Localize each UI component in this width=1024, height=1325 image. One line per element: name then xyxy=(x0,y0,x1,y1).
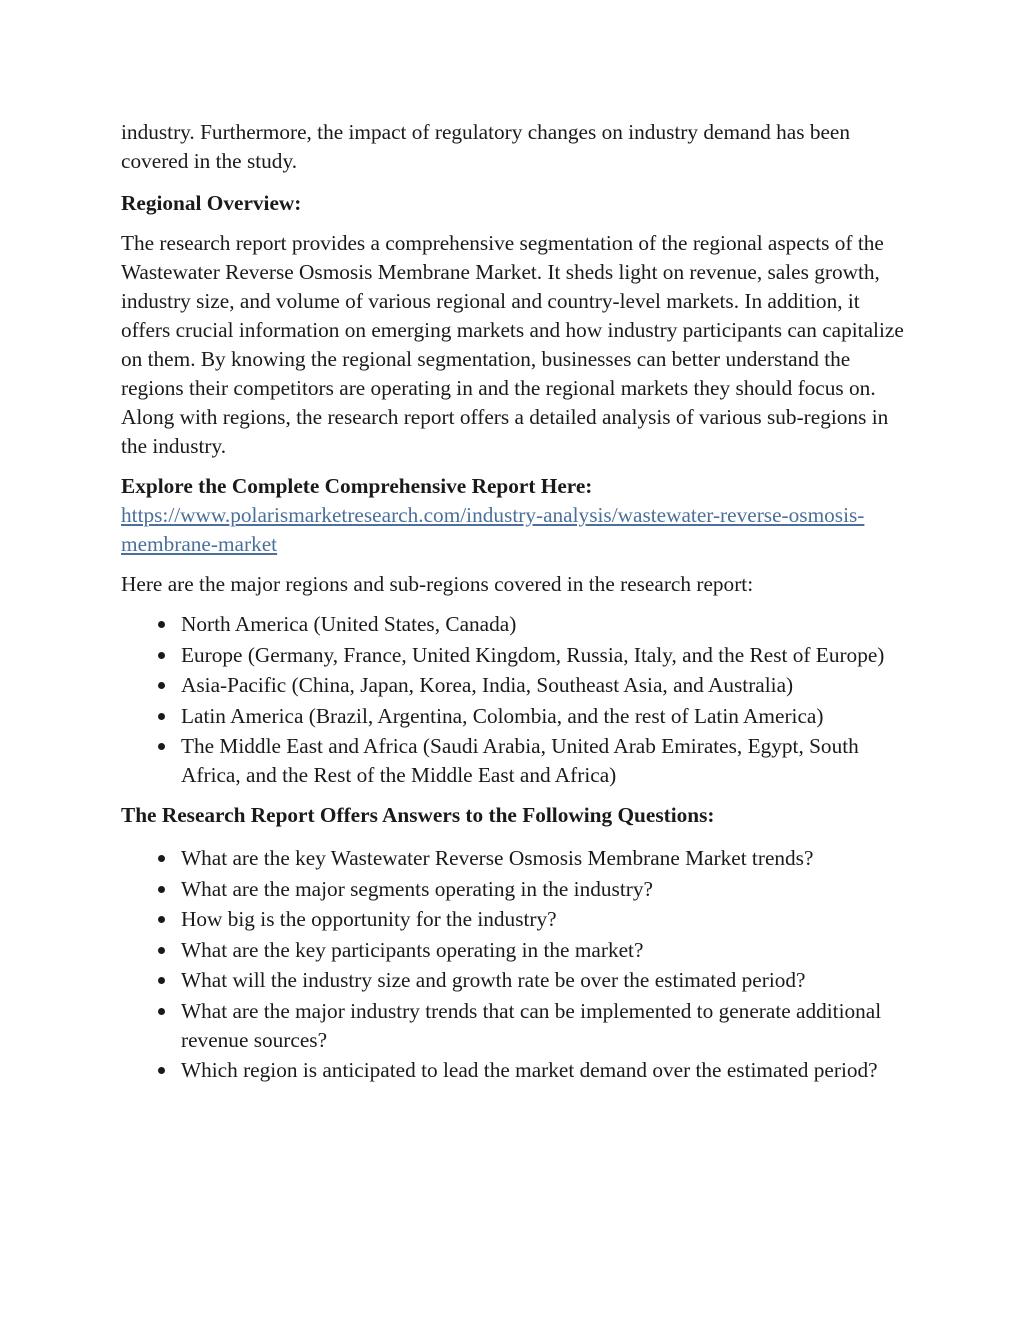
list-item: Latin America (Brazil, Argentina, Colombia, and the rest of Latin America) xyxy=(121,702,911,731)
list-item: What will the industry size and growth rate be over the estimated period? xyxy=(121,966,911,995)
regional-overview-heading: Regional Overview: xyxy=(121,191,302,215)
intro-paragraph: industry. Furthermore, the impact of regulatory changes on industry demand has been covered in the study. xyxy=(121,120,851,173)
questions-heading: The Research Report Offers Answers to the Following Questions: xyxy=(121,803,715,827)
document-page xyxy=(121,118,911,1096)
list-item: What are the major segments operating in the industry? xyxy=(121,875,911,904)
regional-overview-paragraph: The research report provides a comprehensive segmentation of the regional aspects of the Wastewater Reverse Osmosis Membrane Market. It sheds light on revenue, sales growth, industry size, and volume of various regional and country-level markets. In addition, it offers crucial information on emerging markets and how industry participants can capitalize on them. By knowing the regional segmentation, businesses can better understand the regions their competitors are operating in and the regional markets they should focus on. Along with regions, the research report offers a detailed analysis of various sub-regions in the industry. xyxy=(121,231,904,458)
list-item: The Middle East and Africa (Saudi Arabia, United Arab Emirates, Egypt, South Africa, and the Rest of the Middle East and Africa) xyxy=(121,732,911,790)
list-item: Europe (Germany, France, United Kingdom, Russia, Italy, and the Rest of Europe) xyxy=(121,641,911,670)
questions-list xyxy=(121,844,911,1085)
report-link[interactable]: https://www.polarismarketresearch.com/industry-analysis/wastewater-reverse-osmosis-membrane-market xyxy=(121,503,865,556)
list-item: What are the key participants operating in the market? xyxy=(121,936,911,965)
regions-list xyxy=(121,610,911,790)
list-item: How big is the opportunity for the industry? xyxy=(121,905,911,934)
list-item: North America (United States, Canada) xyxy=(121,610,911,639)
list-item: What are the major industry trends that can be implemented to generate additional revenue sources? xyxy=(121,997,911,1055)
list-item: Asia-Pacific (China, Japan, Korea, India, Southeast Asia, and Australia) xyxy=(121,671,911,700)
list-item: Which region is anticipated to lead the market demand over the estimated period? xyxy=(121,1056,911,1085)
list-item: What are the key Wastewater Reverse Osmosis Membrane Market trends? xyxy=(121,844,911,873)
explore-report-heading: Explore the Complete Comprehensive Report Here: xyxy=(121,474,593,498)
regions-intro: Here are the major regions and sub-regions covered in the research report: xyxy=(121,572,754,596)
